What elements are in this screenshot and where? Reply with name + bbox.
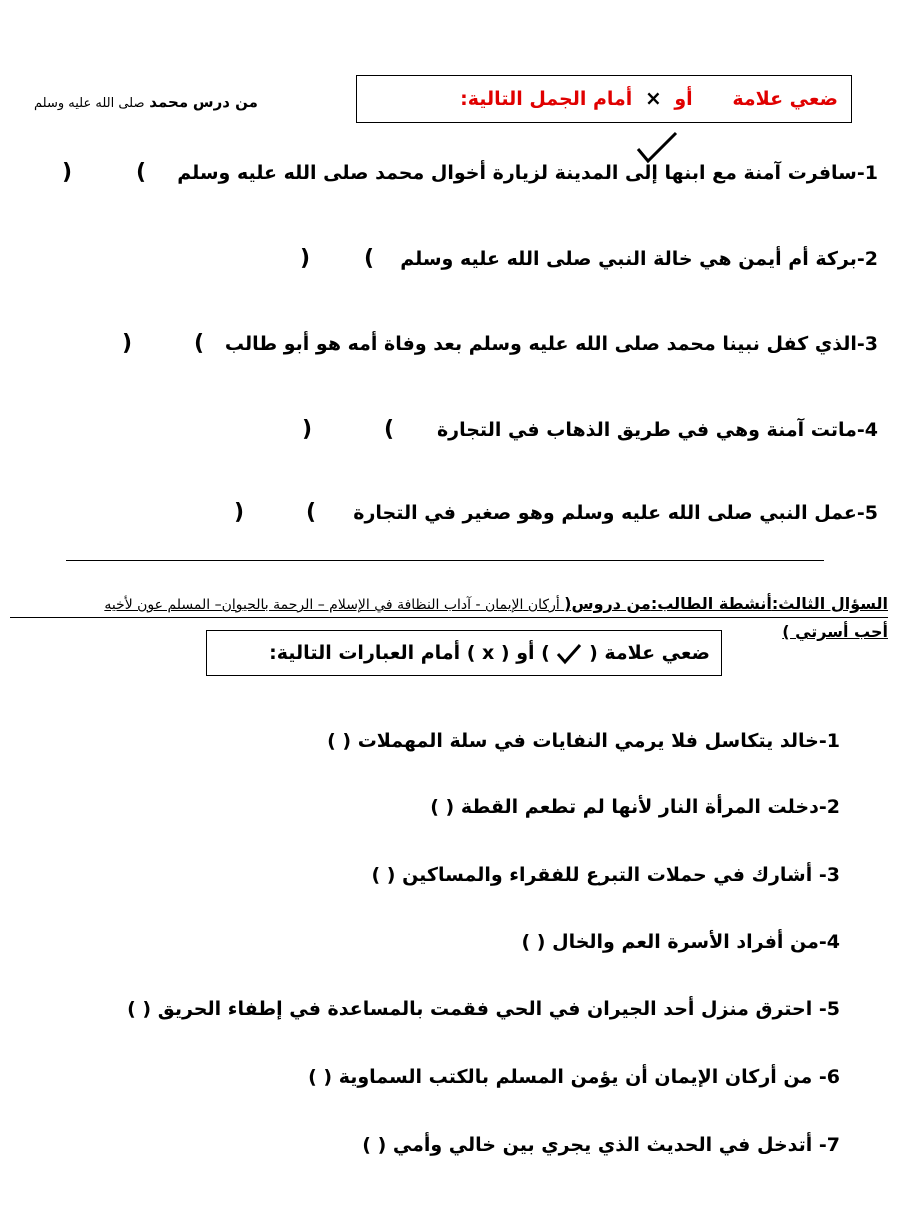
- item-text: ماتت آمنة وهي في طريق الذهاب في التجارة: [436, 419, 857, 441]
- answer-paren-open: (: [384, 417, 395, 442]
- item-number: 4-: [818, 931, 840, 953]
- item-number: 5-: [856, 502, 878, 524]
- answer-paren: ( ): [362, 1134, 387, 1156]
- item-text: من أركان الإيمان أن يؤمن المسلم بالكتب السماوية: [338, 1066, 819, 1088]
- item-text: من أفراد الأسرة العم والخال: [552, 931, 819, 953]
- item-number: 1-: [856, 162, 878, 184]
- question-item: [353, 502, 878, 524]
- question-item: [437, 419, 878, 441]
- source-prefix: من درس: [192, 93, 258, 111]
- answer-paren: ( ): [521, 931, 546, 953]
- answer-paren-close: ): [300, 246, 311, 271]
- question-item: [308, 1066, 840, 1088]
- checkmark-icon: [636, 131, 680, 165]
- source-name: محمد: [149, 93, 189, 111]
- checkmark-icon: [556, 643, 582, 665]
- answer-paren-open: (: [306, 500, 317, 525]
- item-number: 3-: [856, 333, 878, 355]
- item-text: عمل النبي صلى الله عليه وسلم وهو صغير في التجارة: [353, 502, 857, 524]
- answer-paren-open: (: [136, 160, 147, 185]
- section3-title: السؤال الثالث:: [771, 594, 888, 613]
- question-item: [362, 1134, 840, 1156]
- question-item: [521, 931, 840, 953]
- lessons-list: أركان الإيمان - آداب النظافة في الإسلام – الرحمة بالحيوان– المسلم عون لأخيه: [104, 597, 565, 613]
- question-item: [327, 730, 840, 752]
- instruction-or: ) أو (: [500, 642, 550, 664]
- answer-paren: ( ): [308, 1066, 333, 1088]
- x-mark-icon: x: [482, 642, 495, 664]
- section1-instruction: [460, 86, 838, 110]
- question-item: [177, 162, 878, 184]
- lessons-end: أحب أسرتي ): [782, 622, 888, 641]
- item-text: أتدخل في الحديث الذي يجري بين خالي وأمي: [392, 1134, 819, 1156]
- answer-paren-close: ): [234, 500, 245, 525]
- item-number: 3-: [818, 864, 840, 886]
- item-text: بركة أم أيمن هي خالة النبي صلى الله عليه وسلم: [400, 248, 857, 270]
- x-mark-icon: ×: [644, 86, 662, 110]
- heading-underline: [10, 617, 888, 618]
- answer-paren: ( ): [371, 864, 396, 886]
- item-text: دخلت المرأة النار لأنها لم تطعم القطة: [460, 796, 819, 818]
- answer-paren-close: ): [302, 417, 313, 442]
- instruction-text-1: ضعي علامة (: [589, 642, 710, 664]
- source-suffix: صلى الله عليه وسلم: [34, 96, 145, 111]
- section-divider: [66, 560, 824, 561]
- instruction-text-1: ضعي علامة: [732, 88, 838, 110]
- item-text: سافرت آمنة مع ابنها إلى المدينة لزيارة أخوال محمد صلى الله عليه وسلم: [177, 162, 857, 184]
- instruction-text-2: ) أمام العبارات التالية:: [269, 642, 476, 664]
- question-item: [225, 333, 878, 355]
- question-item: [371, 864, 840, 886]
- item-number: 5-: [818, 998, 840, 1020]
- item-text: خالد يتكاسل فلا يرمي النفايات في سلة المهملات: [357, 730, 819, 752]
- item-number: 4-: [856, 419, 878, 441]
- item-text: أشارك في حملات التبرع للفقراء والمساكين: [402, 864, 819, 886]
- answer-paren: ( ): [127, 998, 152, 1020]
- question-item: [127, 998, 840, 1020]
- answer-paren-close: ): [62, 160, 73, 185]
- answer-paren-close: ): [122, 331, 133, 356]
- item-number: 2-: [856, 248, 878, 270]
- section3-instruction: [269, 642, 710, 665]
- item-text: الذي كفل نبينا محمد صلى الله عليه وسلم بعد وفاة أمه هو أبو طالب: [224, 333, 857, 355]
- section3-heading: [104, 594, 888, 613]
- answer-paren: ( ): [327, 730, 352, 752]
- instruction-text-2: أمام الجمل التالية:: [460, 88, 633, 110]
- item-number: 1-: [818, 730, 840, 752]
- item-number: 6-: [818, 1066, 840, 1088]
- question-item: [430, 796, 840, 818]
- answer-paren-open: (: [194, 331, 205, 356]
- question-item: [400, 248, 878, 270]
- answer-paren-open: (: [364, 246, 375, 271]
- lesson-source: [34, 93, 258, 111]
- instruction-or: أو: [674, 88, 693, 110]
- item-number: 2-: [818, 796, 840, 818]
- lessons-prefix: من دروس(: [564, 594, 651, 613]
- item-text: احترق منزل أحد الجيران في الحي فقمت بالمساعدة في إطفاء الحريق: [157, 998, 819, 1020]
- answer-paren: ( ): [430, 796, 455, 818]
- section3-subtitle: أنشطة الطالب:: [650, 594, 772, 613]
- item-number: 7-: [818, 1134, 840, 1156]
